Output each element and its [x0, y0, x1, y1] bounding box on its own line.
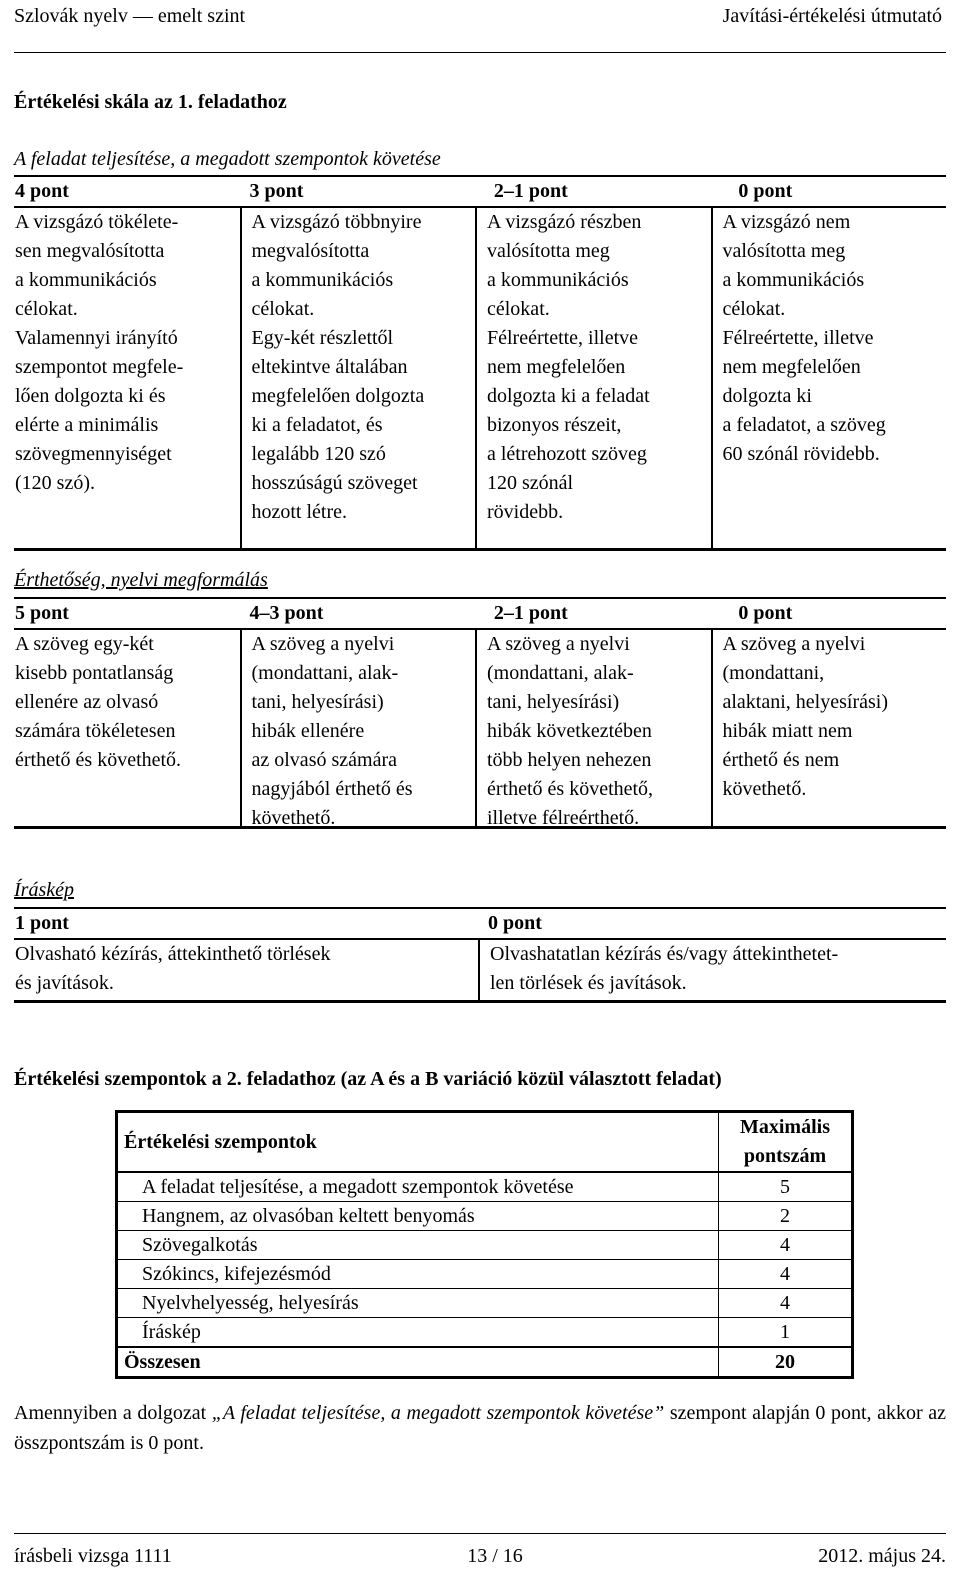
section3-cell-1: Olvasható kézírás, áttekinthető törlések és javítások. [15, 943, 331, 994]
section1-body-row [14, 208, 946, 551]
section1-header-1: 4 pont [15, 180, 69, 202]
section2-header-4: 0 pont [738, 602, 793, 624]
scoring-row-points: 4 [719, 1289, 853, 1318]
section3-header-2: 0 pont [488, 912, 542, 934]
section3-body-row [14, 940, 946, 1003]
section1-cell-4: A vizsgázó nem valósította meg a kommunikációs célokat. Félreértette, illetve nem megfelelően dolgozta ki a feladatot, a szöveg 60 szónál rövidebb. [711, 208, 947, 548]
note-pre: Amennyiben a dolgozat [14, 1402, 212, 1424]
scoring-row [117, 1231, 853, 1260]
task1-title: Értékelési skála az 1. feladathoz [14, 91, 287, 113]
scoring-row [117, 1260, 853, 1289]
section1-table [14, 175, 946, 551]
scoring-row [117, 1202, 853, 1231]
section2-cell-2: A szöveg a nyelvi (mondattani, alak- tani, helyesírási) hibák ellenére az olvasó számára nagyjából érthető és követhető. [240, 630, 476, 826]
section2-body-row [14, 630, 946, 829]
section2-cell-1: A szöveg egy-két kisebb pontatlanság ellenére az olvasó számára tökéletesen érthető és követhető. [15, 633, 182, 771]
scoring-row-label: Hangnem, az olvasóban keltett benyomás [117, 1202, 719, 1231]
scoring-total-label: Összesen [117, 1347, 719, 1378]
scoring-row-label: A feladat teljesítése, a megadott szempontok követése [117, 1172, 719, 1202]
section1-cell-2: A vizsgázó többnyire megvalósította a kommunikációs célokat. Egy-két részlettől eltekintve általában megfelelően dolgozta ki a feladatot, és legalább 120 szó hosszúságú szöveget hozott létre. [240, 208, 476, 548]
header-right: Javítási-értékelési útmutató [722, 5, 942, 27]
section2-header-2: 4–3 pont [249, 602, 324, 624]
section1-header-row [14, 175, 946, 208]
scoring-row-label: Íráskép [117, 1318, 719, 1348]
footer-right: 2012. május 24. [818, 1545, 946, 1567]
section1-cell-3: A vizsgázó részben valósította meg a kommunikációs célokat. Félreértette, illetve nem megfelelően dolgozta ki a feladat bizonyos részeit, a létrehozott szöveg 120 szónál rövidebb. [475, 208, 711, 548]
scoring-row [117, 1289, 853, 1318]
scoring-total-row [117, 1347, 853, 1378]
footer [14, 1542, 946, 1571]
scoring-row [117, 1318, 853, 1348]
section3-header-1: 1 pont [15, 912, 69, 934]
scoring-header-criteria: Értékelési szempontok [117, 1112, 719, 1173]
scoring-total-points: 20 [719, 1347, 853, 1378]
footer-left: írásbeli vizsga 1111 [14, 1545, 172, 1567]
section2-table [14, 597, 946, 829]
scoring-row-points: 2 [719, 1202, 853, 1231]
section3-cell-2: Olvashatatlan kézírás és/vagy áttekinthetet- len törlések és javítások. [478, 940, 945, 1000]
section1-header-4: 0 pont [738, 180, 793, 202]
scoring-row-points: 5 [719, 1172, 853, 1202]
section3-table [14, 907, 946, 1003]
scoring-row-label: Nyelvhelyesség, helyesírás [117, 1289, 719, 1318]
footer-rule [14, 1533, 946, 1534]
note-quote: „A feladat teljesítése, a megadott szempontok követése” [211, 1402, 665, 1424]
scoring-table [115, 1110, 854, 1379]
section2-cell-4: A szöveg a nyelvi (mondattani, alaktani, helyesírási) hibák miatt nem érthető és nem követhető. [711, 630, 947, 826]
scoring-row-points: 1 [719, 1318, 853, 1348]
section2-cell-3: A szöveg a nyelvi (mondattani, alak- tani, helyesírási) hibák következtében több helyen nehezen érthető és követhető, illetve félreérthető. [475, 630, 711, 826]
section1-header-2: 3 pont [249, 180, 304, 202]
note-post: szempont alapján 0 pont, akkor az összpontszám is 0 pont. [14, 1402, 946, 1454]
scoring-row-label: Szövegalkotás [117, 1231, 719, 1260]
section2-header-row [14, 597, 946, 630]
section2-title: Érthetőség, nyelvi megformálás [14, 569, 268, 591]
footer-center: 13 / 16 [467, 1545, 523, 1567]
scoring-header-row [117, 1112, 853, 1173]
task2-title: Értékelési szempontok a 2. feladathoz (az A és a B variáció közül választott feladat) [14, 1068, 722, 1090]
task2-note [14, 1398, 946, 1458]
section1-header-3: 2–1 pont [493, 180, 568, 202]
scoring-row-points: 4 [719, 1260, 853, 1289]
section1-cell-1: A vizsgázó tökélete- sen megvalósította a kommunikációs célokat. Valamennyi irányító szempontot megfele- lően dolgozta ki és elérte a minimális szövegmennyiséget (120 szó). [15, 211, 184, 494]
scoring-header-points [719, 1112, 853, 1173]
header-left: Szlovák nyelv — emelt szint [14, 5, 246, 27]
section3-title: Íráskép [14, 879, 74, 901]
scoring-row-label: Szókincs, kifejezésmód [117, 1260, 719, 1289]
scoring-row-points: 4 [719, 1231, 853, 1260]
section1-title: A feladat teljesítése, a megadott szempontok követése [14, 148, 441, 170]
section2-header-3: 2–1 pont [493, 602, 568, 624]
section2-header-1: 5 pont [15, 602, 69, 624]
scoring-header-points-line2: pontszám [743, 1145, 827, 1167]
scoring-row [117, 1172, 853, 1202]
scoring-header-points-line1: Maximális [740, 1116, 830, 1138]
section3-header-row [14, 907, 946, 940]
header-rule [14, 52, 946, 53]
